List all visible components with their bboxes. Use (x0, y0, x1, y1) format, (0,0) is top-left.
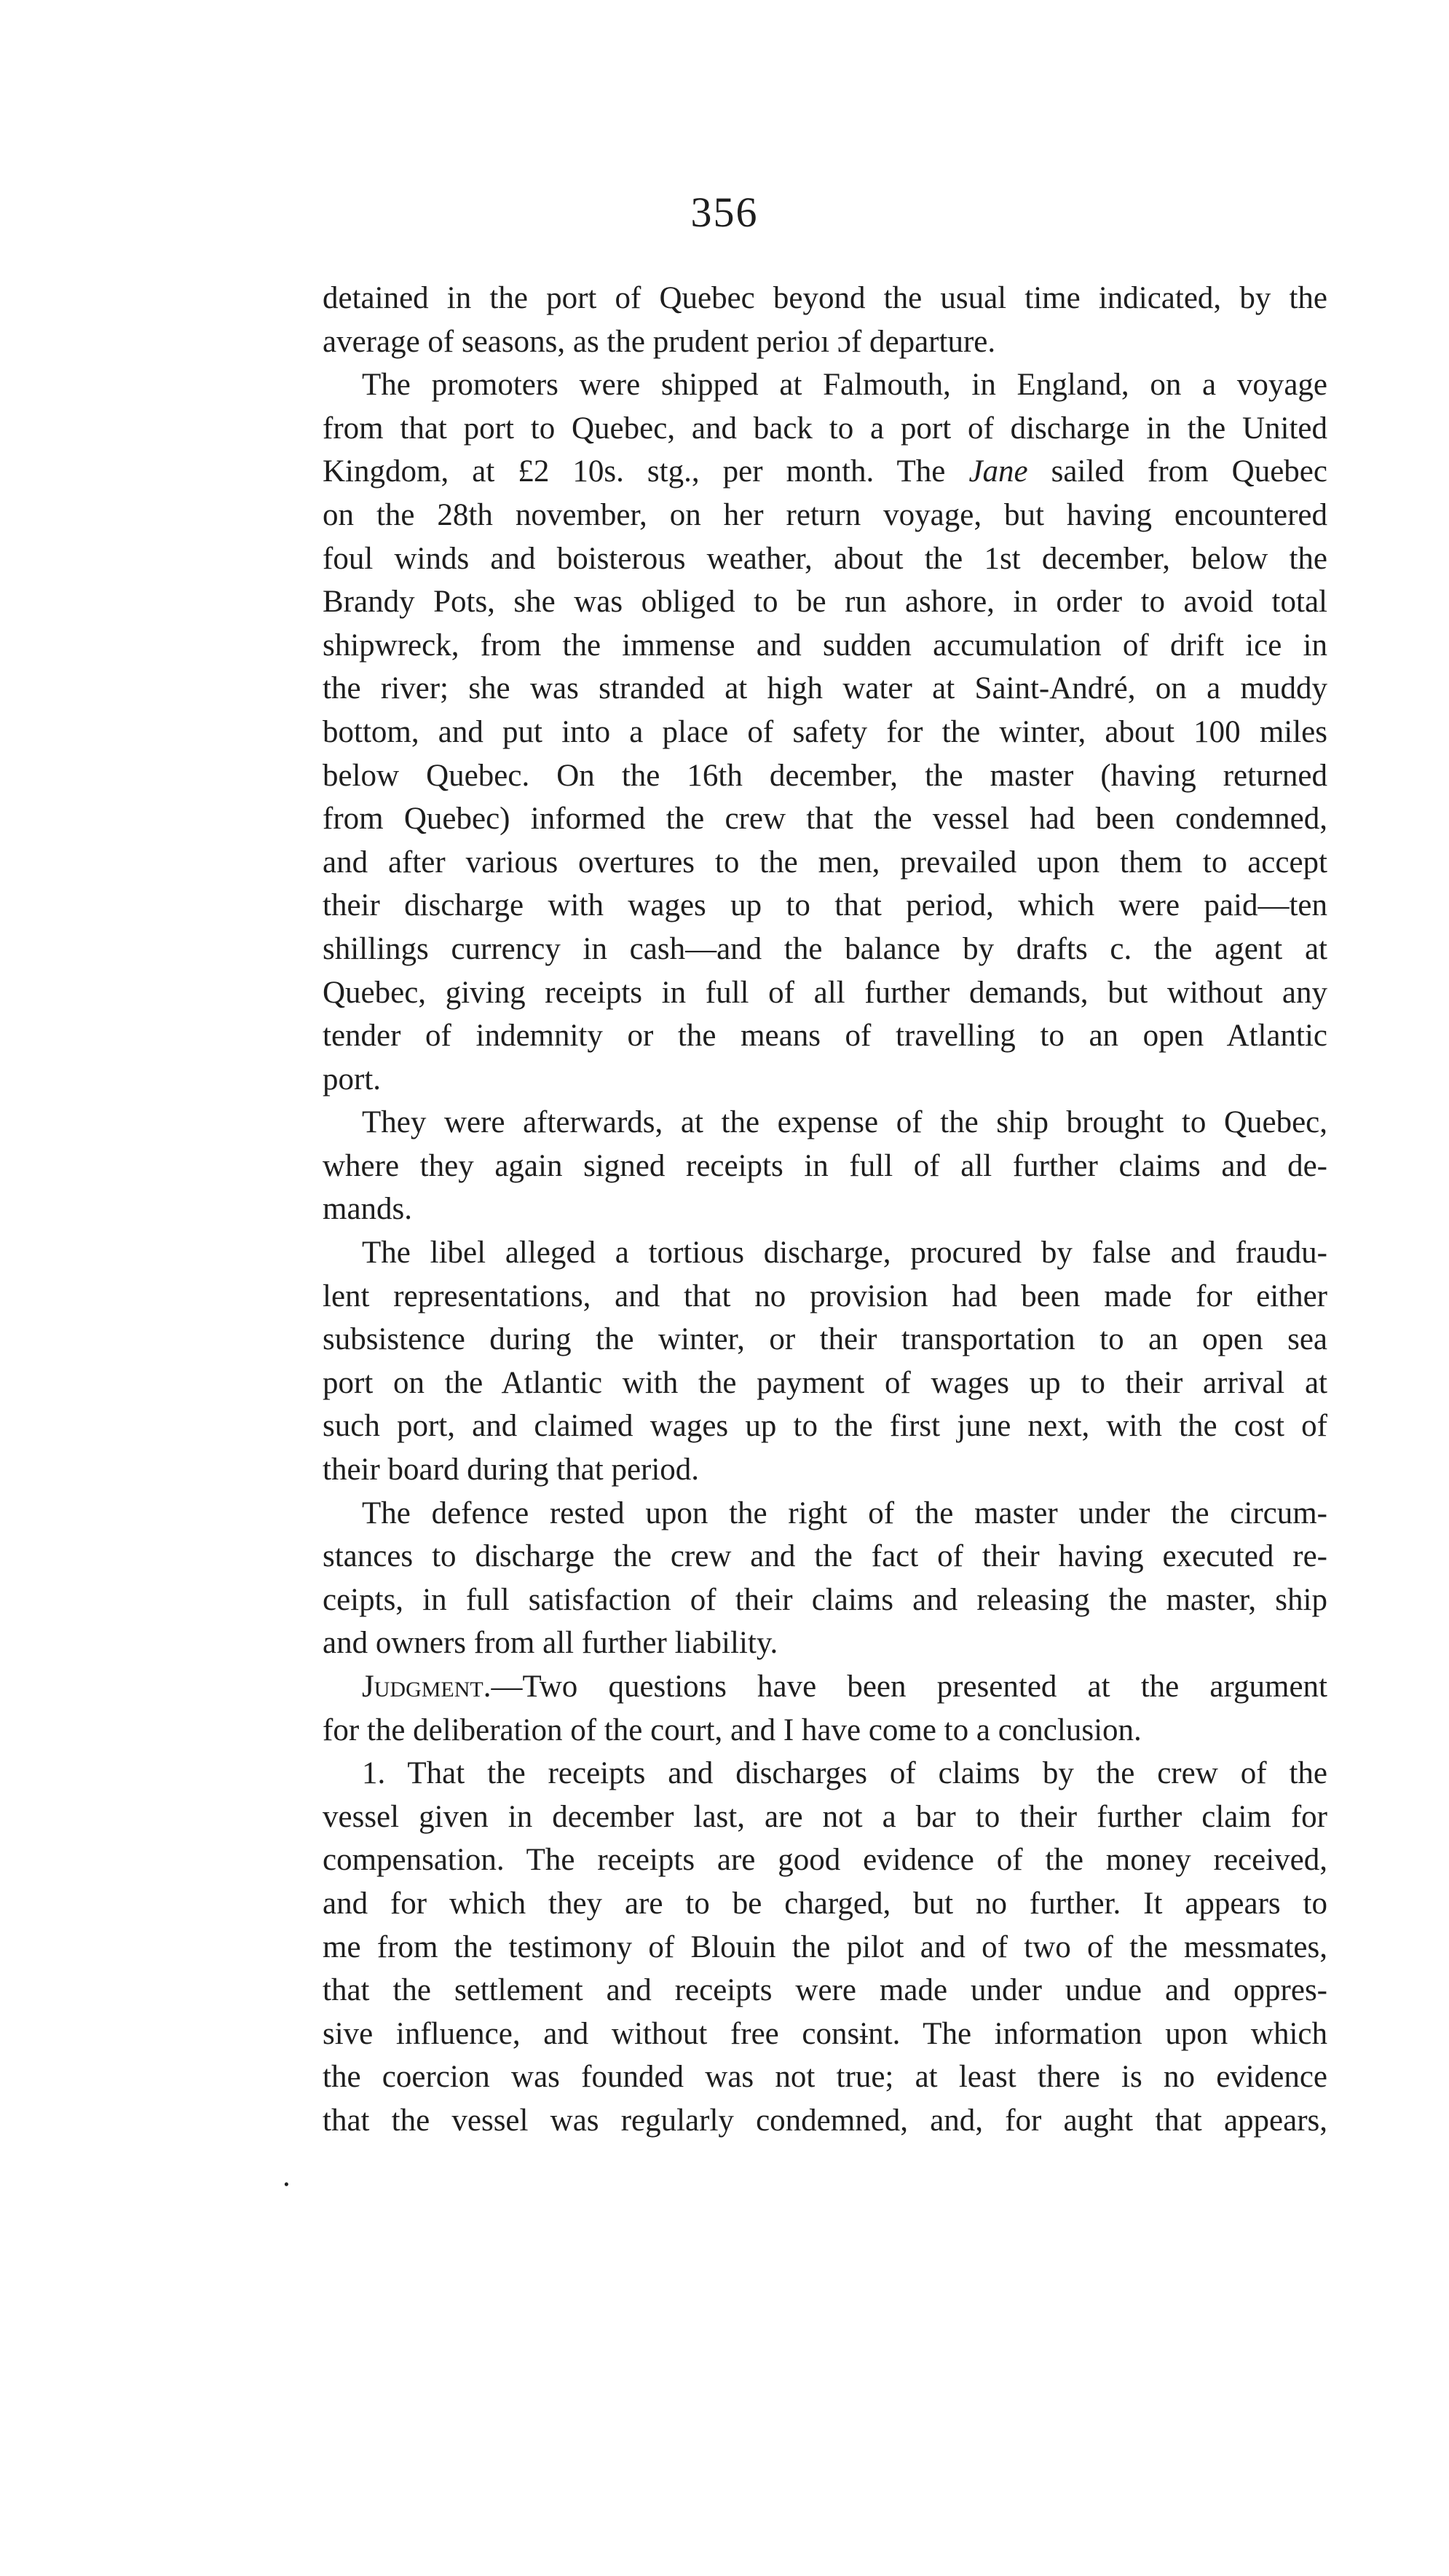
text-line (323, 450, 1327, 494)
text-line (323, 1838, 1327, 1882)
text-line (323, 1058, 1327, 1102)
text-line (323, 1231, 1327, 1275)
line-text: for the deliberation of the court, and I have come to a conclusion. (323, 1712, 1142, 1747)
body-text (323, 277, 1327, 2143)
line-text: the coercion was founded was not true; at least there is no evidence (323, 2060, 1327, 2095)
line-text: compensation. The receipts are good evidence of the money received, (323, 1843, 1327, 1878)
line-text: The libel alleged a tortious discharge, procured by false and fraudu- (362, 1236, 1327, 1271)
text-line (323, 1535, 1327, 1579)
line-text: shillings currency in cash—and the balance by drafts c. the agent at (323, 931, 1327, 966)
text-line (323, 1752, 1327, 1795)
text-line (323, 1621, 1327, 1665)
text-line (323, 667, 1327, 711)
line-text: port. (323, 1062, 382, 1097)
line-text: detained in the port of Quebec beyond the usual time indicated, by the (323, 281, 1327, 315)
text-line (323, 1362, 1327, 1405)
text-line (323, 1188, 1327, 1231)
line-text: lent representations, and that no provision had been made for either (323, 1279, 1327, 1313)
text-line (323, 1492, 1327, 1536)
line-text: such port, and claimed wages up to the first june next, with the cost of (323, 1409, 1327, 1444)
line-text: average of seasons, as the prudent perioı ɔf departure. (323, 324, 996, 359)
text-line (323, 1448, 1327, 1492)
text-line (323, 277, 1327, 320)
text-line (323, 841, 1327, 885)
line-text: The defence rested upon the right of the master under the circum- (362, 1496, 1327, 1530)
margin-mark: . (283, 2159, 291, 2193)
text-line (323, 407, 1327, 451)
line-text: and after various overtures to the men, prevailed upon them to accept (323, 845, 1327, 880)
line-text: where they again signed receipts in full of all further claims and de- (323, 1148, 1327, 1183)
text-line (323, 1969, 1327, 2012)
text-line (323, 1882, 1327, 1926)
line-text: tender of indemnity or the means of travelling to an open Atlantic (323, 1019, 1327, 1054)
text-line (323, 2012, 1327, 2056)
line-text: They were afterwards, at the expense of the ship brought to Quebec, (362, 1105, 1327, 1140)
ship-name: Jane (968, 454, 1028, 489)
line-text: Brandy Pots, she was obliged to be run ashore, in order to avoid total (323, 585, 1327, 620)
line-text: the river; she was stranded at high water at Saint-André, on a muddy (323, 671, 1327, 706)
text-line (323, 1926, 1327, 1969)
text-line (323, 1709, 1327, 1753)
text-line (323, 494, 1327, 537)
text-line (323, 1145, 1327, 1188)
text-line (323, 1101, 1327, 1145)
line-text: from Quebec) informed the crew that the vessel had been condemned, (323, 802, 1327, 837)
line-text: —Two questions have been presented at the argument (491, 1670, 1327, 1704)
text-line (323, 884, 1327, 928)
line-text: on the 28th november, on her return voyage, but having encountered (323, 497, 1327, 532)
text-line (323, 1665, 1327, 1709)
text-line (323, 537, 1327, 581)
page-number: 356 (690, 189, 759, 236)
line-text: subsistence during the winter, or their transportation to an open sea (323, 1322, 1327, 1357)
text-line (323, 1579, 1327, 1622)
text-line (323, 624, 1327, 668)
text-line (323, 1795, 1327, 1839)
line-text: their discharge with wages up to that period, which were paid—ten (323, 888, 1327, 923)
text-line (323, 754, 1327, 798)
text-line (323, 1014, 1327, 1058)
text-line (323, 2055, 1327, 2099)
text-line (323, 928, 1327, 971)
judgment-heading: Judgment. (362, 1670, 491, 1704)
text-line (323, 711, 1327, 754)
text-line (323, 363, 1327, 407)
line-text: below Quebec. On the 16th december, the master (having returned (323, 758, 1327, 793)
line-text: stances to discharge the crew and the fact of their having executed re- (323, 1539, 1327, 1574)
text-line (323, 1275, 1327, 1319)
line-text: bottom, and put into a place of safety for the winter, about 100 miles (323, 714, 1327, 749)
line-text-continued: sailed from Quebec (1027, 454, 1327, 489)
text-line (323, 2099, 1327, 2143)
line-text: sive influence, and without free consɨnt. The information upon which (323, 2016, 1327, 2051)
line-text: Kingdom, at £2 10s. stg., per month. The (323, 454, 969, 489)
text-line (323, 797, 1327, 841)
line-text: port on the Atlantic with the payment of wages up to their arrival at (323, 1365, 1327, 1400)
text-line (323, 1404, 1327, 1448)
line-text: mands. (323, 1192, 413, 1227)
line-text: that the settlement and receipts were made under undue and oppres- (323, 1973, 1327, 2008)
line-text: Quebec, giving receipts in full of all further demands, but without any (323, 975, 1327, 1010)
line-text: foul winds and boisterous weather, about the 1st december, below the (323, 541, 1327, 576)
text-line (323, 580, 1327, 624)
line-text: and owners from all further liability. (323, 1626, 778, 1661)
line-text: shipwreck, from the immense and sudden accumulation of drift ice in (323, 628, 1327, 663)
line-text: 1. That the receipts and discharges of claims by the crew of the (362, 1756, 1327, 1791)
line-text: vessel given in december last, are not a bar to their further claim for (323, 1799, 1327, 1834)
line-text: The promoters were shipped at Falmouth, in England, on a voyage (362, 368, 1327, 403)
line-text: from that port to Quebec, and back to a port of discharge in the United (323, 411, 1327, 446)
text-line (323, 971, 1327, 1015)
line-text: that the vessel was regularly condemned, and, for aught that appears, (323, 2103, 1327, 2138)
text-line (323, 320, 1327, 364)
line-text: ceipts, in full satisfaction of their claims and releasing the master, ship (323, 1582, 1327, 1617)
line-text: their board during that period. (323, 1453, 700, 1487)
text-line (323, 1318, 1327, 1362)
line-text: me from the testimony of Blouin the pilot and of two of the messmates, (323, 1929, 1327, 1964)
line-text: and for which they are to be charged, but no further. It appears to (323, 1886, 1327, 1921)
